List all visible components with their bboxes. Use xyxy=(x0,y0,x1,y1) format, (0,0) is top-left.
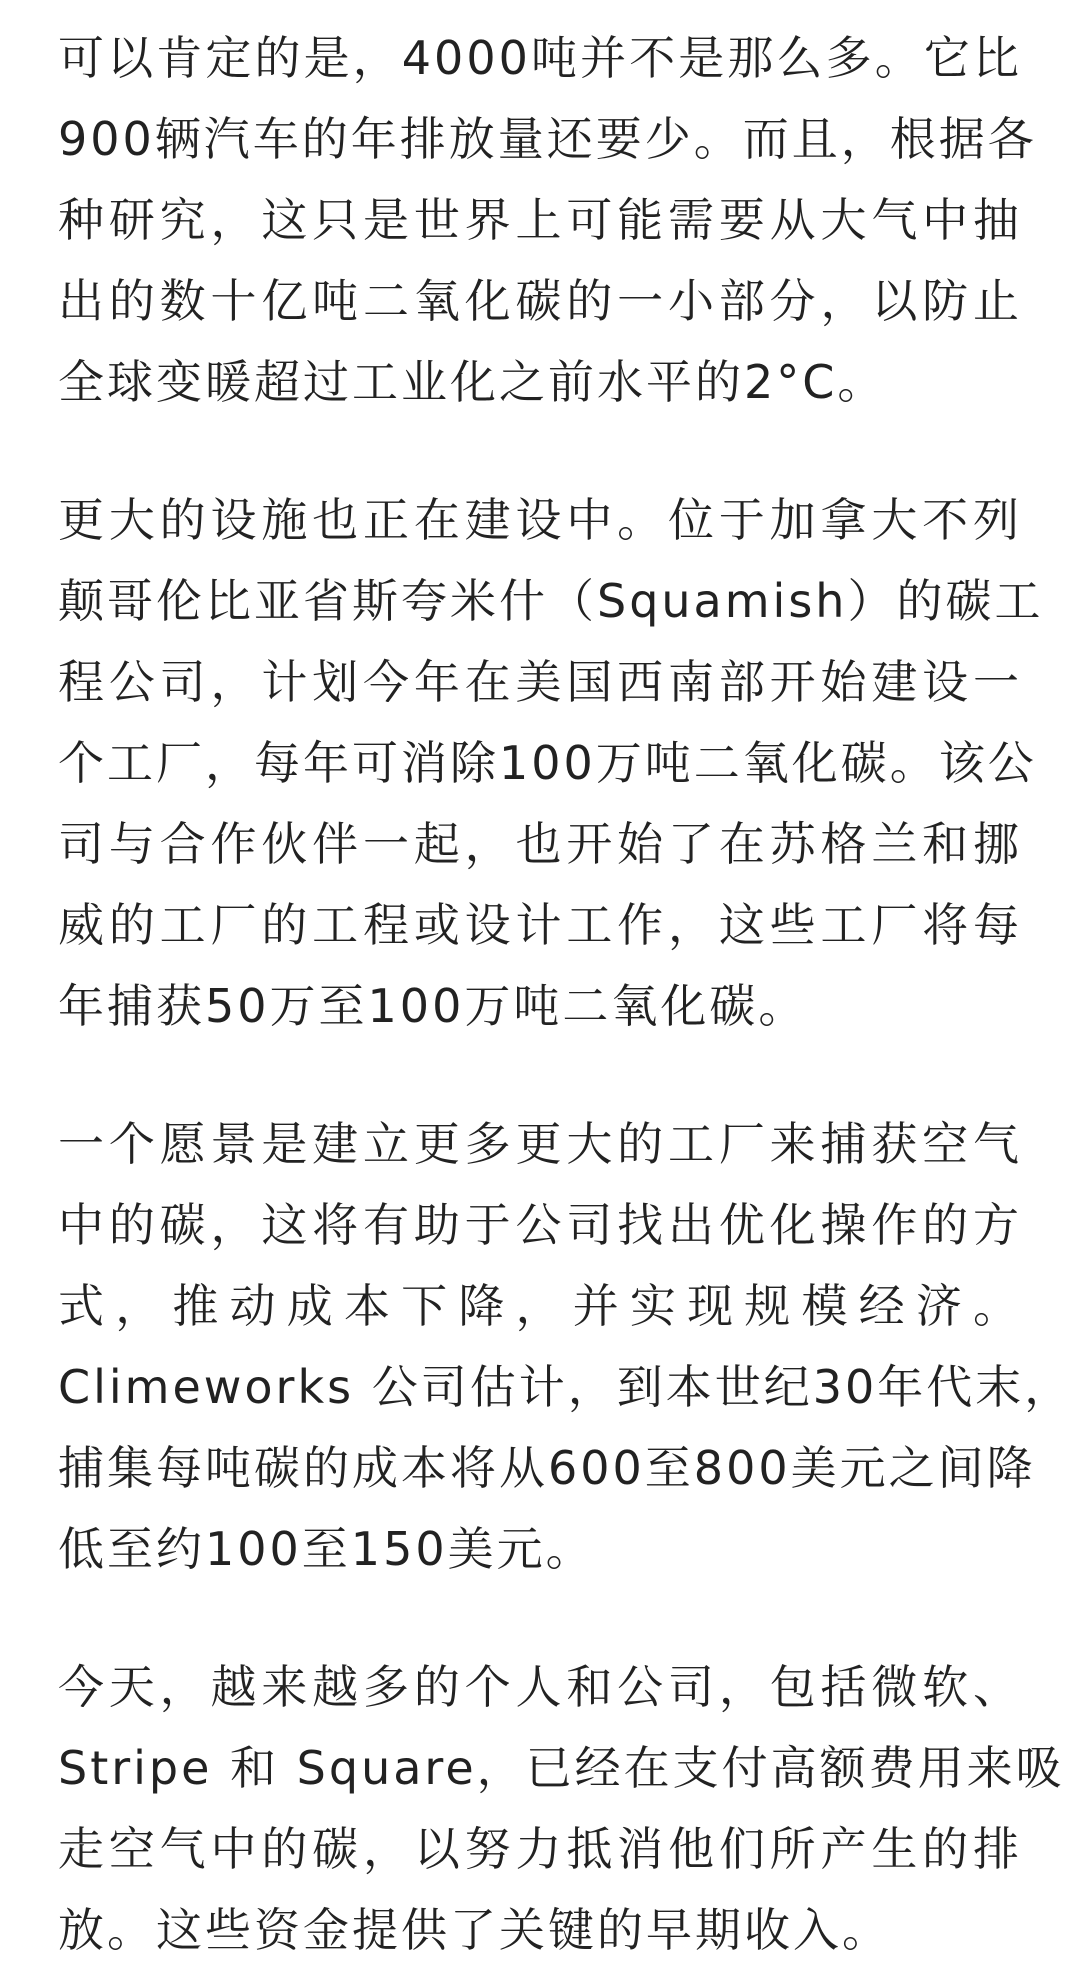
paragraph-line: 放。这些资金提供了关键的早期收入。 xyxy=(58,1903,891,1957)
paragraph-line: Climeworks 公司估计，到本世纪30年代末， xyxy=(58,1360,1074,1414)
paragraph-3 xyxy=(58,1104,1074,1590)
paragraph-line: 威的工厂的工程或设计工作，这些工厂将每 xyxy=(58,898,1022,952)
paragraph-line: 司与合作伙伴一起，也开始了在苏格兰和挪 xyxy=(58,817,1022,871)
paragraph-line: 可以肯定的是，4000吨并不是那么多。它比 xyxy=(58,31,1022,85)
paragraph-line: 900辆汽车的年排放量还要少。而且，根据各 xyxy=(58,112,1037,166)
paragraph-2 xyxy=(58,480,1044,1047)
paragraph-line: 一个愿景是建立更多更大的工厂来捕获空气 xyxy=(58,1117,1022,1171)
paragraph-line: 更大的设施也正在建设中。位于加拿大不列 xyxy=(58,493,1022,547)
paragraph-line: 捕集每吨碳的成本将从600至800美元之间降 xyxy=(58,1441,1036,1495)
paragraph-line: 中的碳，这将有助于公司找出优化操作的方 xyxy=(58,1198,1022,1252)
paragraph-line: 全球变暖超过工业化之前水平的2°C。 xyxy=(58,355,887,409)
paragraph-1 xyxy=(58,18,1037,423)
paragraph-line: 出的数十亿吨二氧化碳的一小部分，以防止 xyxy=(58,274,1022,328)
paragraph-line: 个工厂，每年可消除100万吨二氧化碳。该公 xyxy=(58,736,1037,790)
paragraph-line: 式，推动成本下降，并实现规模经济。 xyxy=(58,1279,1022,1333)
paragraph-line: 颠哥伦比亚省斯夸米什（Squamish）的碳工 xyxy=(58,574,1044,628)
paragraph-line: 年捕获50万至100万吨二氧化碳。 xyxy=(58,979,808,1033)
paragraph-line: 低至约100至150美元。 xyxy=(58,1522,595,1576)
paragraph-line: 走空气中的碳，以努力抵消他们所产生的排 xyxy=(58,1822,1022,1876)
paragraph-line: Stripe 和 Square，已经在支付高额费用来吸 xyxy=(58,1741,1065,1795)
paragraph-line: 今天，越来越多的个人和公司，包括微软、 xyxy=(58,1660,1022,1714)
paragraph-4 xyxy=(58,1647,1065,1971)
paragraph-line: 程公司，计划今年在美国西南部开始建设一 xyxy=(58,655,1022,709)
paragraph-line: 种研究，这只是世界上可能需要从大气中抽 xyxy=(58,193,1022,247)
